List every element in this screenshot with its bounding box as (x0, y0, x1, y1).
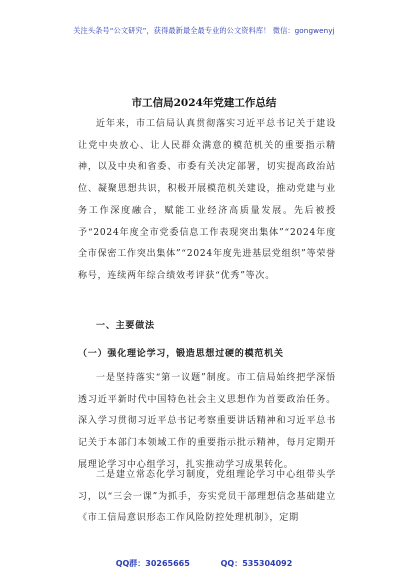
paragraph-study-system: 二是建立常态化学习制度，党组理论学习中心组带头学习，以“三会一课”为抓手，夯实党员干部理想信念基础建立《市工信局意识形态工作风险防控处理机制》，定期 (78, 470, 336, 524)
intro-paragraph: 近年来，市工信局认真贯彻落实习近平总书记关于建设让党中央放心、让人民群众满意的模范机关的重要指示精神，以及中央和省委、市委有关决定部署，切实提高政治站位、凝聚思想共识，积极开展模范机关建设，推动党建与业务工作深度融合，赋能工业经济高质量发展。先后被授予“2024年度全市党委信息工作表现突出集体”“2024年度全市保密工作突出集体”“2024年度先进基层党组织”等荣誉称号，连续两年综合绩效考评获“优秀”等次。 (78, 119, 336, 281)
paragraph-first-agenda: 一是坚持落实“第一议题”制度。市工信局始终把学深悟透习近平新时代中国特色社会主义思想作为首要政治任务。深入学习贯彻习近平总书记考察重要讲话精神和习近平总书记关于本部门本领域工作的重要指示批示精神，每月定期开展理论学习中心组学习，扎实推动学习成果转化。 (78, 373, 336, 470)
subsection-heading: （一）强化理论学习，锻造思想过硬的模范机关 (78, 349, 284, 359)
section-heading: 一、主要做法 (96, 321, 155, 331)
contact-footer: QQ群：30265665 QQ：535304092 (115, 559, 293, 568)
document-title: 市工信局2024年党建工作总结 (131, 97, 277, 109)
promo-banner: 关注头条号“公文研究”，获得最新最全最专业的公文资料库！ 微信：gongwenyj (73, 26, 335, 35)
